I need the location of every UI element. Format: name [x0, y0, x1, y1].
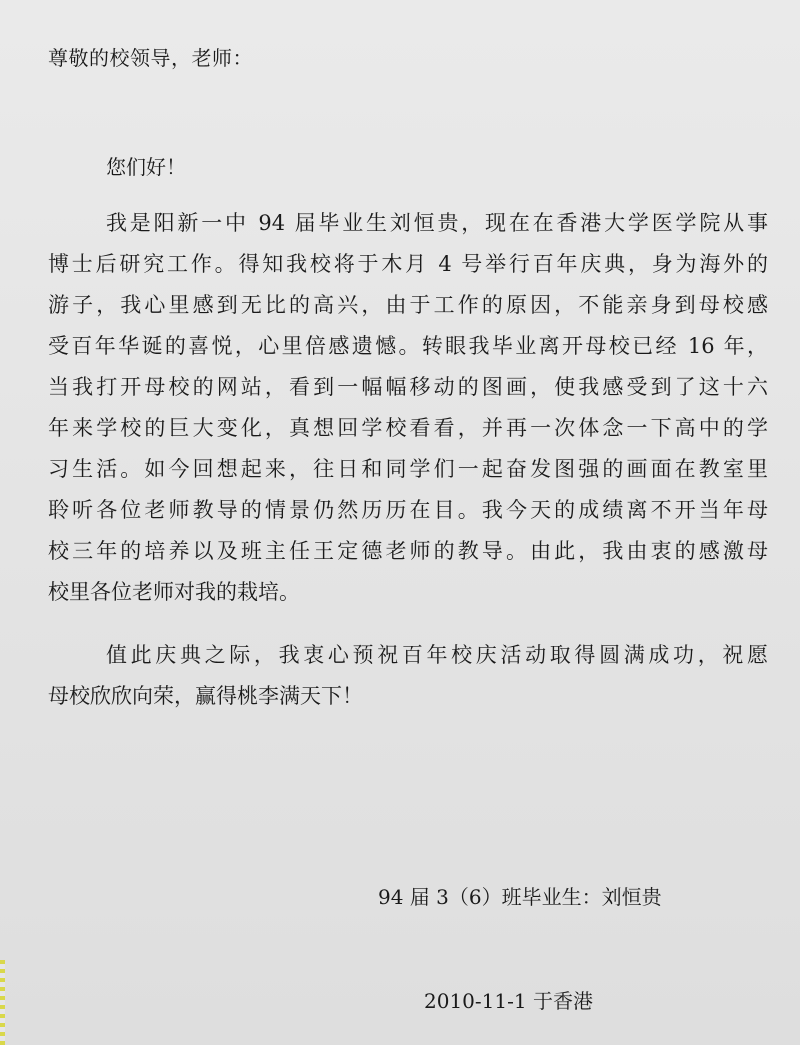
letter-line: 校三年的培养以及班主任王定德老师的教导。由此，我由衷的感激母: [48, 539, 768, 563]
letter-greeting: 您们好！: [106, 155, 186, 179]
letter-line: 当我打开母校的网站，看到一幅幅移动的图画，使我感受到了这十六: [48, 375, 768, 399]
scan-edge-marks: [0, 960, 5, 1045]
letter-line: 年来学校的巨大变化，真想回学校看看，并再一次体念一下高中的学: [48, 416, 768, 440]
letter-body: [48, 203, 768, 717]
letter-line: 聆听各位老师教导的情景仍然历历在目。我今天的成绩离不开当年母: [48, 498, 768, 522]
paragraph-gap: [48, 613, 768, 635]
letter-line: 受百年华诞的喜悦，心里倍感遗憾。转眼我毕业离开母校已经 16 年，: [48, 334, 768, 358]
letter-line: 校里各位老师对我的栽培。: [48, 580, 300, 604]
letter-line: 博士后研究工作。得知我校将于木月 4 号举行百年庆典，身为海外的: [48, 252, 768, 276]
letter-line: 习生活。如今回想起来，往日和同学们一起奋发图强的画面在教室里: [48, 457, 768, 481]
letter-salutation: 尊敬的校领导，老师：: [48, 46, 253, 70]
letter-line: 我是阳新一中 94 届毕业生刘恒贵，现在在香港大学医学院从事: [106, 211, 768, 235]
letter-date: 2010-11-1 于香港: [424, 989, 593, 1013]
letter-line: 游子，我心里感到无比的高兴，由于工作的原因，不能亲身到母校感: [48, 293, 768, 317]
letter-signature: 94 届 3（6）班毕业生：刘恒贵: [378, 885, 662, 909]
letter-line: 母校欣欣向荣，赢得桃李满天下！: [48, 684, 363, 708]
letter-line: 值此庆典之际，我衷心预祝百年校庆活动取得圆满成功，祝愿: [106, 643, 768, 667]
